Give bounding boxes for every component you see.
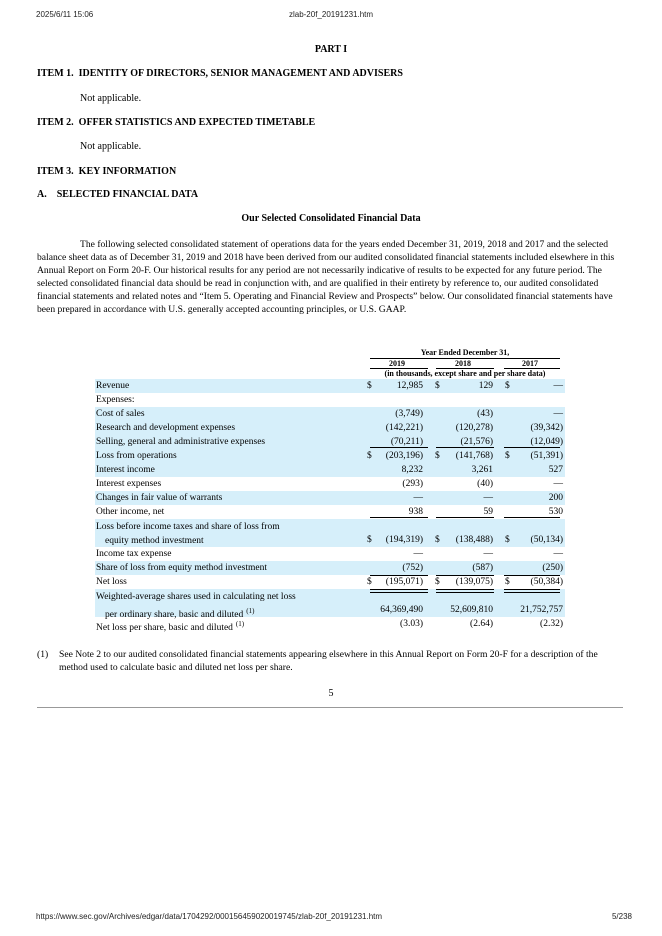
- currency-symbol: $: [435, 577, 440, 587]
- row-label: [96, 450, 177, 462]
- table-row: [95, 421, 565, 435]
- value-2017: 527: [548, 465, 563, 475]
- row-label-line1: Income tax expense: [96, 549, 172, 559]
- value-2017: (12,049): [530, 437, 563, 447]
- value-2018: 52,609,810: [450, 605, 493, 615]
- value-2017: —: [553, 409, 563, 419]
- value-2018: 129: [478, 381, 493, 391]
- row-label: [96, 576, 127, 588]
- table-row: [95, 393, 565, 407]
- section-a-heading: A. SELECTED FINANCIAL DATA: [37, 189, 199, 200]
- row-label-line1: Research and development expenses: [96, 423, 236, 433]
- item1-text: Not applicable.: [80, 93, 142, 104]
- subtotal-rule: [436, 447, 494, 448]
- row-label-line1: Net loss per share, basic and diluted: [96, 623, 233, 634]
- table-row: [95, 519, 565, 547]
- value-2017: —: [553, 381, 563, 391]
- print-page-count: 5/238: [611, 912, 632, 921]
- row-label-line1: Cost of sales: [96, 409, 145, 419]
- value-2019: 64,369,490: [380, 605, 423, 615]
- value-2018: 59: [483, 507, 493, 517]
- currency-symbol: $: [367, 381, 372, 391]
- item1-heading: ITEM 1. IDENTITY OF DIRECTORS, SENIOR MANAGEMENT AND ADVISERS: [37, 68, 403, 79]
- value-2019: (293): [402, 479, 423, 489]
- value-2018: —: [483, 493, 493, 503]
- subtotal-rule: [370, 575, 428, 576]
- table-row: [95, 491, 565, 505]
- currency-symbol: $: [367, 577, 372, 587]
- row-label-line1: Loss before income taxes and share of loss from: [96, 522, 280, 532]
- subtotal-rule: [370, 447, 428, 448]
- currency-symbol: $: [505, 577, 510, 587]
- table-row: [95, 617, 565, 634]
- year-2018: 2018: [455, 359, 471, 368]
- row-label-line1: Loss from operations: [96, 451, 177, 461]
- table-title: Our Selected Consolidated Financial Data: [241, 213, 421, 224]
- row-label: [96, 548, 171, 560]
- value-2019: (142,221): [385, 423, 423, 433]
- row-label: [96, 436, 265, 448]
- row-label: [96, 478, 161, 490]
- table-row: [95, 575, 565, 589]
- print-datetime: 2025/6/11 15:06: [36, 10, 94, 19]
- row-label-line1: Net loss: [96, 577, 127, 587]
- row-label-line1: Interest expenses: [96, 479, 162, 489]
- value-2018: —: [483, 549, 493, 559]
- value-2018: (120,278): [455, 423, 493, 433]
- subtotal-rule: [504, 575, 560, 576]
- row-label: [96, 464, 155, 476]
- part-title: PART I: [314, 44, 348, 55]
- value-2019: (203,196): [385, 451, 423, 461]
- value-2017: (2.32): [540, 619, 563, 629]
- row-label: [96, 380, 129, 392]
- row-label-line1: Selling, general and administrative expenses: [96, 437, 266, 447]
- value-2019: (752): [402, 563, 423, 573]
- value-2019: 938: [408, 507, 423, 517]
- total-double-rule: [370, 589, 428, 593]
- table-row: [95, 449, 565, 463]
- row-label-line1: Changes in fair value of warrants: [96, 493, 223, 503]
- row-label-line1: Other income, net: [96, 507, 165, 517]
- table-row: [95, 379, 565, 393]
- table-row: [95, 589, 565, 621]
- value-2017: 200: [548, 493, 563, 503]
- value-2017: (250): [542, 563, 563, 573]
- period-header: Year Ended December 31,: [420, 348, 510, 357]
- row-label-line2: equity method investment: [105, 536, 204, 546]
- value-2018: (141,768): [455, 451, 493, 461]
- value-2018: 3,261: [471, 465, 493, 475]
- table-row: [95, 463, 565, 477]
- item3-heading: ITEM 3. KEY INFORMATION: [37, 166, 177, 177]
- value-2019: (195,071): [385, 577, 423, 587]
- row-label-line1: Revenue: [96, 381, 130, 391]
- total-double-rule: [504, 589, 560, 593]
- currency-symbol: $: [505, 451, 510, 461]
- value-2017: —: [553, 479, 563, 489]
- intro-paragraph: The following selected consolidated statement of operations data for the years ended December 31, 2019, 2018 and 2017 and the selected balance sheet data as of December 31, 2019 and 2018 have been derived from our audited consolidated financial statements included elsewhere in this Annual Report on Form 20-F. Our historical results for any period are not necessarily indicative of results to be expected for any future period. The selected consolidated financial data should be read in conjunction with, and are qualified in their entirety by reference to, our audited consolidated financial statements and related notes and “Item 5. Operating and Financial Review and Prospects” below. Our consolidated financial statements have been prepared in accordance with U.S. generally accepted accounting principles, or U.S. GAAP.: [37, 239, 615, 316]
- subtotal-rule: [436, 575, 494, 576]
- value-2018: (587): [472, 563, 493, 573]
- value-2019: (194,319): [385, 535, 423, 545]
- table-row: [95, 547, 565, 561]
- value-2019: (3.03): [400, 619, 423, 629]
- subtotal-rule: [370, 517, 428, 518]
- table-row: [95, 407, 565, 421]
- value-2018: (40): [477, 479, 493, 489]
- item2-heading: ITEM 2. OFFER STATISTICS AND EXPECTED TIMETABLE: [37, 117, 316, 128]
- currency-symbol: $: [505, 535, 510, 545]
- value-2017: 530: [548, 507, 563, 517]
- table-row: [95, 477, 565, 491]
- row-label: [96, 422, 235, 434]
- currency-symbol: $: [435, 535, 440, 545]
- currency-symbol: $: [367, 451, 372, 461]
- year-2019: 2019: [389, 359, 405, 368]
- subtotal-rule: [436, 517, 494, 518]
- row-label: [96, 394, 135, 406]
- value-2018: (21,576): [460, 437, 493, 447]
- value-2017: (50,384): [530, 577, 563, 587]
- value-2019: (70,211): [390, 437, 423, 447]
- row-label: [96, 618, 244, 634]
- total-double-rule: [436, 589, 494, 593]
- footnote-marker: (1): [37, 649, 49, 660]
- value-2019: 8,232: [401, 465, 423, 475]
- print-doc-title: zlab-20f_20191231.htm: [288, 10, 374, 19]
- row-label-line1: Interest income: [96, 465, 155, 475]
- value-2018: (2.64): [470, 619, 493, 629]
- year-2017: 2017: [522, 359, 538, 368]
- footnote-text: See Note 2 to our audited consolidated financial statements appearing elsewhere in this Annual Report on Form 20-F for a description of the method used to calculate basic and diluted net loss per share.: [59, 649, 598, 674]
- value-2017: (39,342): [530, 423, 563, 433]
- row-label-line2: per ordinary share, basic and diluted: [105, 610, 244, 621]
- row-label: [96, 520, 280, 548]
- row-label-line1: Weighted-average shares used in calculating net loss: [96, 592, 296, 602]
- currency-symbol: $: [435, 451, 440, 461]
- print-url: https://www.sec.gov/Archives/edgar/data/1704292/000156459020019745/zlab-20f_20191231.htm: [36, 912, 383, 921]
- footnote-ref: (1): [235, 620, 245, 628]
- row-label: [96, 562, 267, 574]
- table-row: [95, 561, 565, 575]
- table-row: [95, 435, 565, 449]
- currency-symbol: $: [367, 535, 372, 545]
- currency-symbol: $: [505, 381, 510, 391]
- value-2019: —: [413, 549, 423, 559]
- value-2017: (50,134): [530, 535, 563, 545]
- value-2018: (139,075): [455, 577, 493, 587]
- table-row: [95, 505, 565, 519]
- footnote-ref: (1): [246, 607, 255, 615]
- value-2019: —: [413, 493, 423, 503]
- value-2018: (138,488): [455, 535, 493, 545]
- value-2017: —: [553, 549, 563, 559]
- row-label-line1: Expenses:: [96, 395, 135, 405]
- row-label: [96, 492, 222, 504]
- value-2019: 12,985: [396, 381, 423, 391]
- row-label-line1: Share of loss from equity method investment: [96, 563, 267, 573]
- subtotal-rule: [504, 517, 560, 518]
- value-2017: (51,391): [530, 451, 563, 461]
- currency-symbol: $: [435, 381, 440, 391]
- units-note: (in thousands, except share and per share data): [384, 369, 546, 378]
- row-label: [96, 408, 145, 420]
- value-2019: (3,749): [395, 409, 423, 419]
- subtotal-rule: [504, 447, 560, 448]
- row-label: [96, 506, 164, 518]
- value-2017: 21,752,757: [520, 605, 563, 615]
- item2-text: Not applicable.: [80, 141, 142, 152]
- page-divider: [37, 707, 623, 708]
- value-2018: (43): [477, 409, 493, 419]
- page-number: 5: [328, 688, 334, 699]
